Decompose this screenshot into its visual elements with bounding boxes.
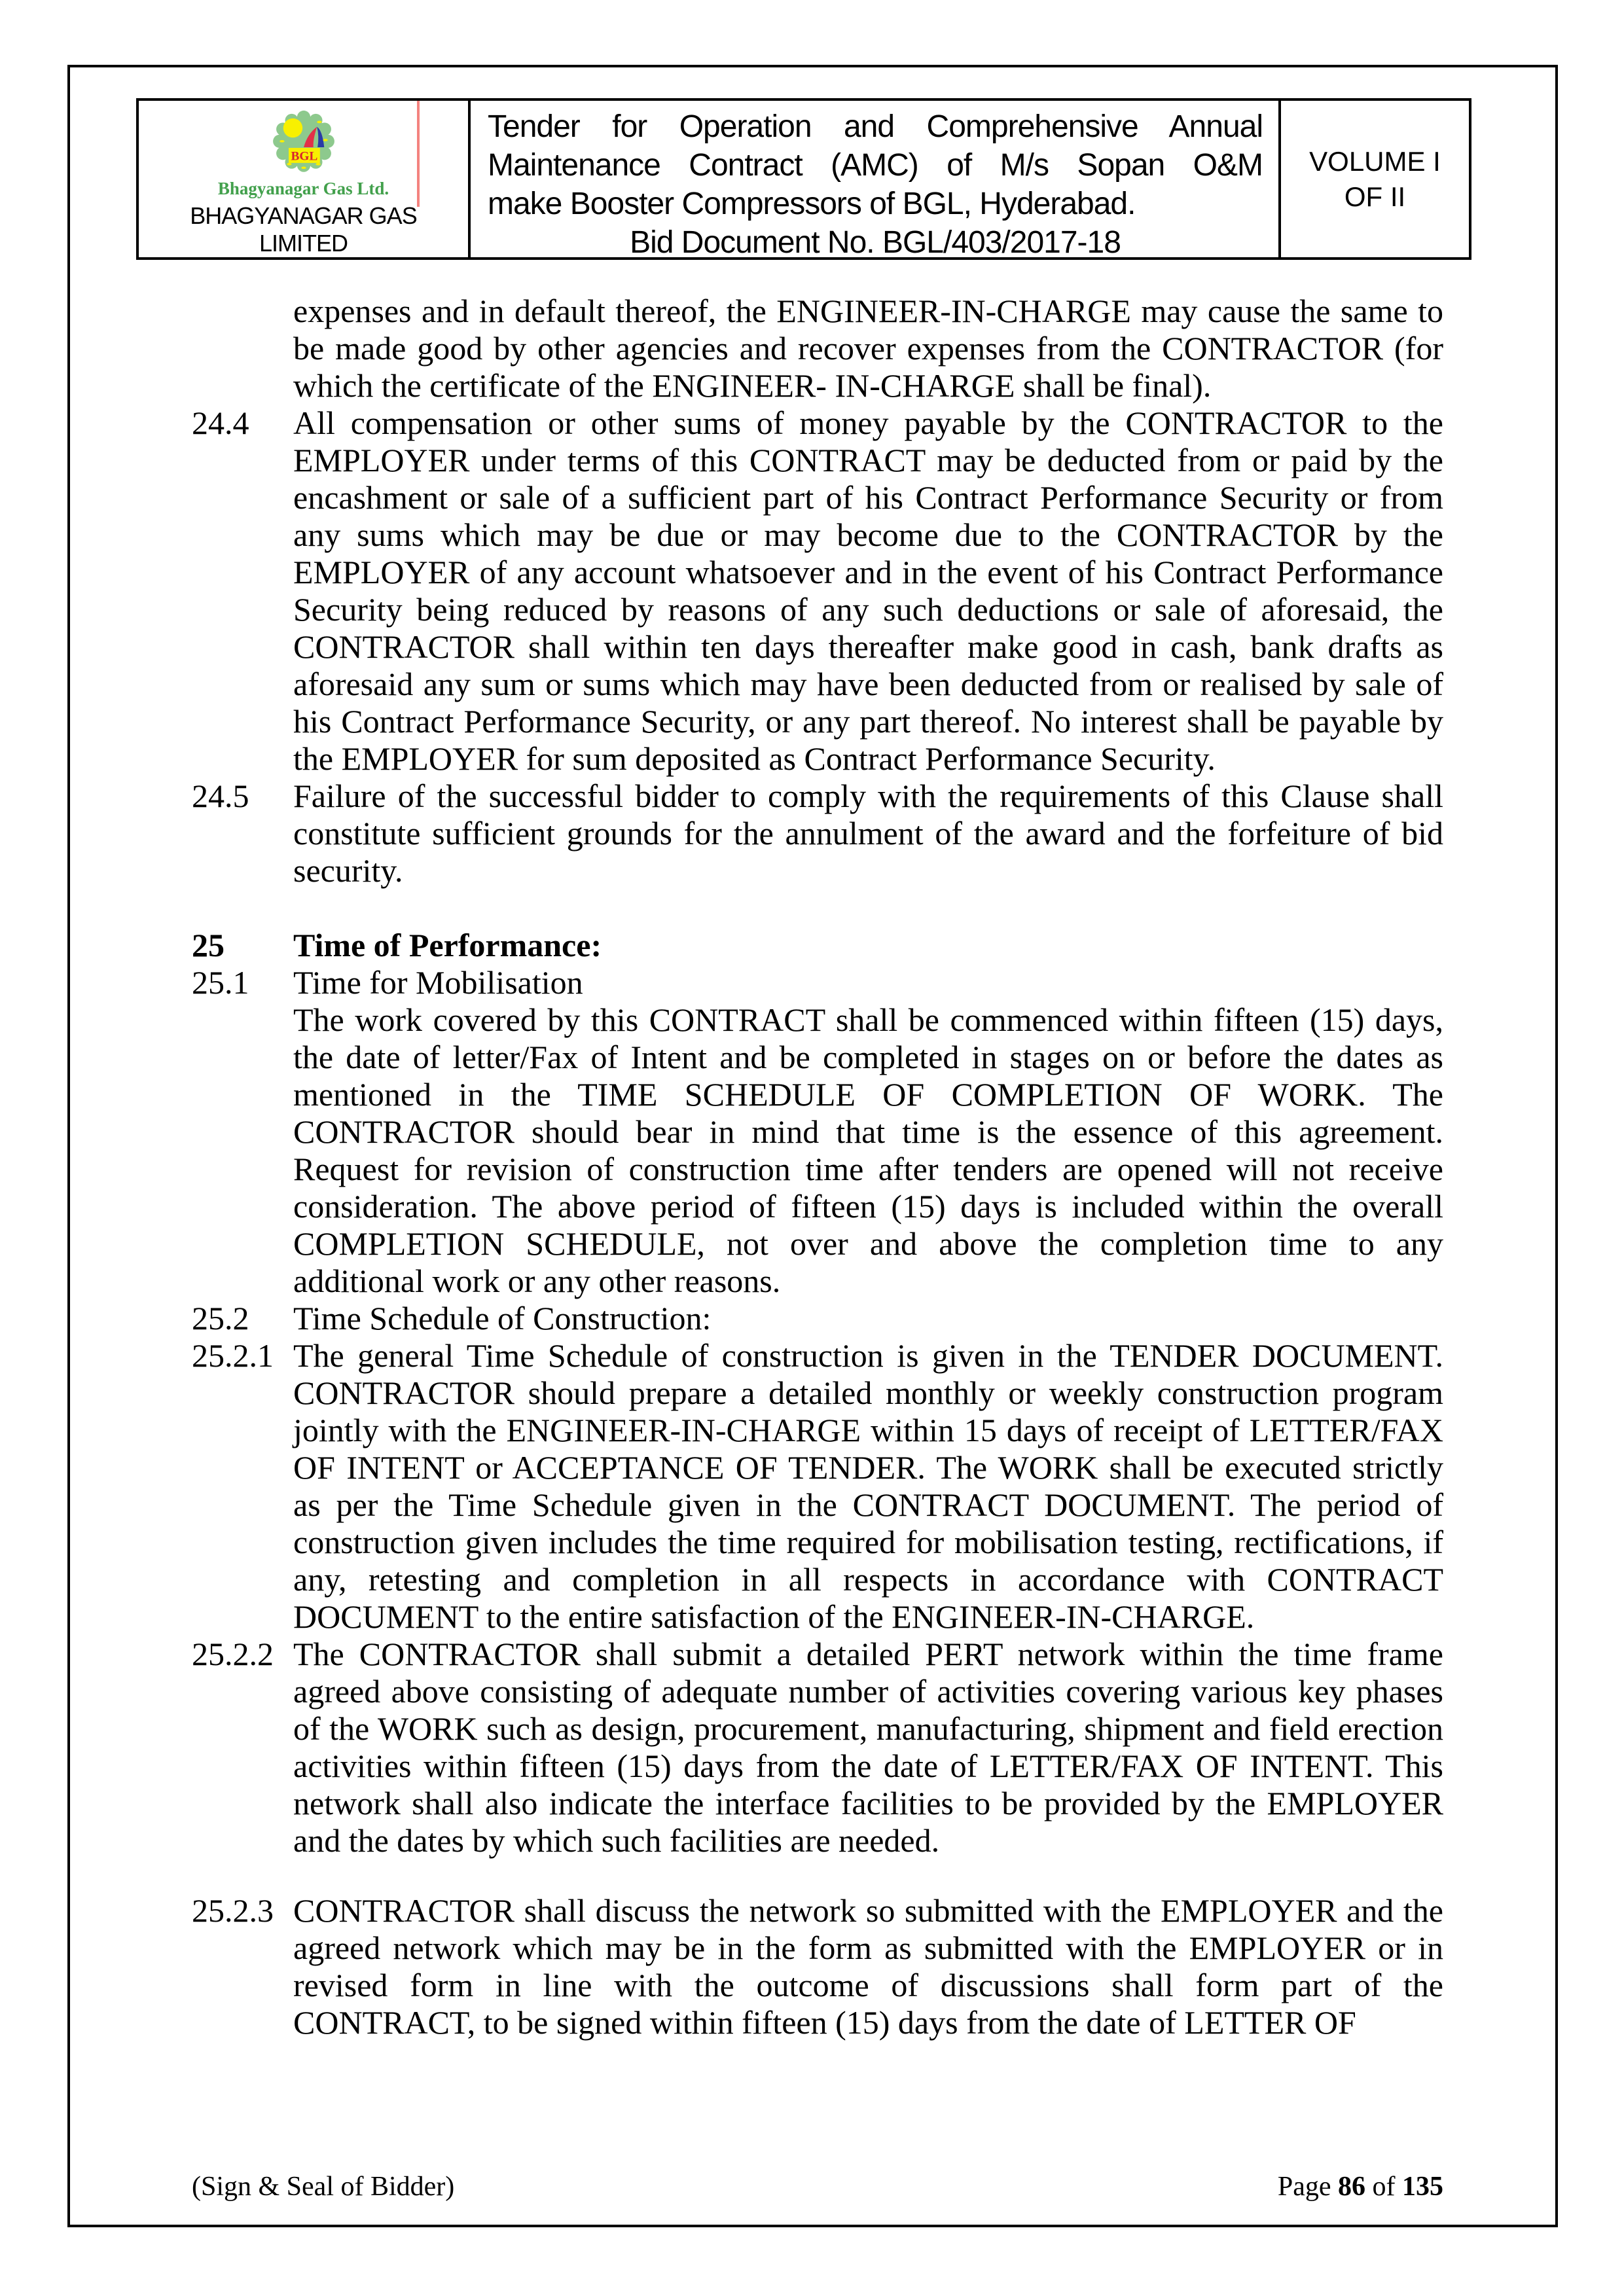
- clause-number: 25.2.1: [192, 1337, 274, 1374]
- red-divider-line: [417, 101, 420, 207]
- page-footer: [192, 2170, 1443, 2203]
- company-name-line2: LIMITED: [259, 230, 348, 257]
- clause-24-5: 24.5 Failure of the successful bidder to comply with the requirements of this Clause shall constitute sufficient grounds for the annulment of the award and the forfeiture of bid security.: [192, 778, 1443, 889]
- logo-caption: Bhagyanagar Gas Ltd.: [217, 179, 389, 198]
- svg-text:BGL: BGL: [291, 149, 317, 164]
- clause-number: 25.2.2: [192, 1636, 274, 1672]
- total-pages: 135: [1402, 2172, 1443, 2202]
- clauses-block: [192, 293, 1443, 2041]
- tender-title-line1: Tender for Operation and Comprehensive Annual: [488, 109, 1263, 144]
- clause-25-heading: 25 Time of Performance:: [192, 927, 602, 963]
- clause-25-2-3: 25.2.3 CONTRACTOR shall discuss the network so submitted with the EMPLOYER and the agreed network which may be in the form as submitted with the EMPLOYER or in revised form in line with the outcome of discussions shall form part of the CONTRACT, to be signed within fifteen (15) days from the date of LETTER OF: [192, 1892, 1443, 2041]
- clause-number: 25: [192, 927, 225, 963]
- company-name: [190, 202, 416, 257]
- logo-cell: [139, 101, 471, 257]
- clause-25-2-heading: 25.2 Time Schedule of Construction:: [192, 1300, 712, 1336]
- volume-cell: [1281, 101, 1469, 257]
- clause-25-1-heading: 25.1 Time for Mobilisation: [192, 964, 583, 1001]
- clause-number: 24.5: [192, 778, 249, 814]
- tender-title-cell: [471, 101, 1281, 260]
- page-number: 86: [1338, 2172, 1365, 2202]
- page-indicator: Page 86 of 135: [1277, 2172, 1443, 2202]
- clause-intro: expenses and in default thereof, the ENGINEER-IN-CHARGE may cause the same to be made good by other agencies and recover expenses from the CONTRACTOR (for which the certificate of the ENGINEER- IN-CHARGE shall be final).: [293, 293, 1443, 404]
- volume-line2: OF II: [1344, 181, 1406, 212]
- header-table: [136, 98, 1471, 260]
- clause-25-2-2: 25.2.2 The CONTRACTOR shall submit a detailed PERT network within the time frame agreed above consisting of adequate number of activities covering various key phases of the WORK such as design, procurement, manufacturing, shipment and field erection activities within fifteen (15) days from the date of LETTER/FAX OF INTENT. This network shall also indicate the interface facilities to be provided by the EMPLOYER and the dates by which such facilities are needed.: [192, 1636, 1443, 1859]
- bgl-logo-icon: [258, 110, 350, 177]
- clause-number: 25.2.3: [192, 1892, 274, 1929]
- tender-title-line2: Maintenance Contract (AMC) of M/s Sopan O&M: [488, 148, 1263, 183]
- clause-25-1-paragraph: The work covered by this CONTRACT shall be commenced within fifteen (15) days, the date of letter/Fax of Intent and be completed in stages on or before the dates as mentioned in the TIME SCHEDULE OF COMPLETION OF WORK. The CONTRACTOR should bear in mind that time is the essence of this agreement. Request for revision of construction time after tenders are opened will not receive consideration. The above period of fifteen (15) days is included within the overall COMPLETION SCHEDULE, not over and above the completion time to any additional work or any other reasons.: [293, 1001, 1443, 1299]
- clause-24-4: 24.4 All compensation or other sums of money payable by the CONTRACTOR to the EMPLOYER under terms of this CONTRACT may be deducted from or paid by the encashment or sale of a sufficient part of his Contract Performance Security or from any sums which may be due or may become due to the CONTRACTOR by the EMPLOYER of any account whatsoever and in the event of his Contract Performance Security being reduced by reasons of any such deductions or sale of aforesaid, the CONTRACTOR shall within ten days thereafter make good in cash, bank drafts as aforesaid any sum or sums which may have been deducted from or realised by sale of his Contract Performance Security, or any part thereof. No interest shall be payable by the EMPLOYER for sum deposited as Contract Performance Security.: [192, 404, 1443, 777]
- bid-document-number: Bid Document No. BGL/403/2017-18: [630, 225, 1121, 260]
- clause-number: 25.1: [192, 964, 249, 1001]
- clause-number: 25.2: [192, 1300, 249, 1336]
- volume-line1: VOLUME I: [1309, 145, 1441, 177]
- tender-title-line3: make Booster Compressors of BGL, Hyderabad.: [488, 187, 1136, 221]
- clause-25-2-1: 25.2.1 The general Time Schedule of construction is given in the TENDER DOCUMENT. CONTRACTOR should prepare a detailed monthly or weekly construction program jointly with the ENGINEER-IN-CHARGE within 15 days of receipt of LETTER/FAX OF INTENT or ACCEPTANCE OF TENDER. The WORK shall be executed strictly as per the Time Schedule given in the CONTRACT DOCUMENT. The period of construction given includes the time required for mobilisation testing, rectifications, if any, retesting and completion in all respects in accordance with CONTRACT DOCUMENT to the entire satisfaction of the ENGINEER-IN-CHARGE.: [192, 1337, 1443, 1635]
- sign-seal-label: (Sign & Seal of Bidder): [192, 2172, 455, 2202]
- company-name-line1: BHAGYANAGAR GAS: [190, 202, 417, 229]
- clause-number: 24.4: [192, 404, 249, 441]
